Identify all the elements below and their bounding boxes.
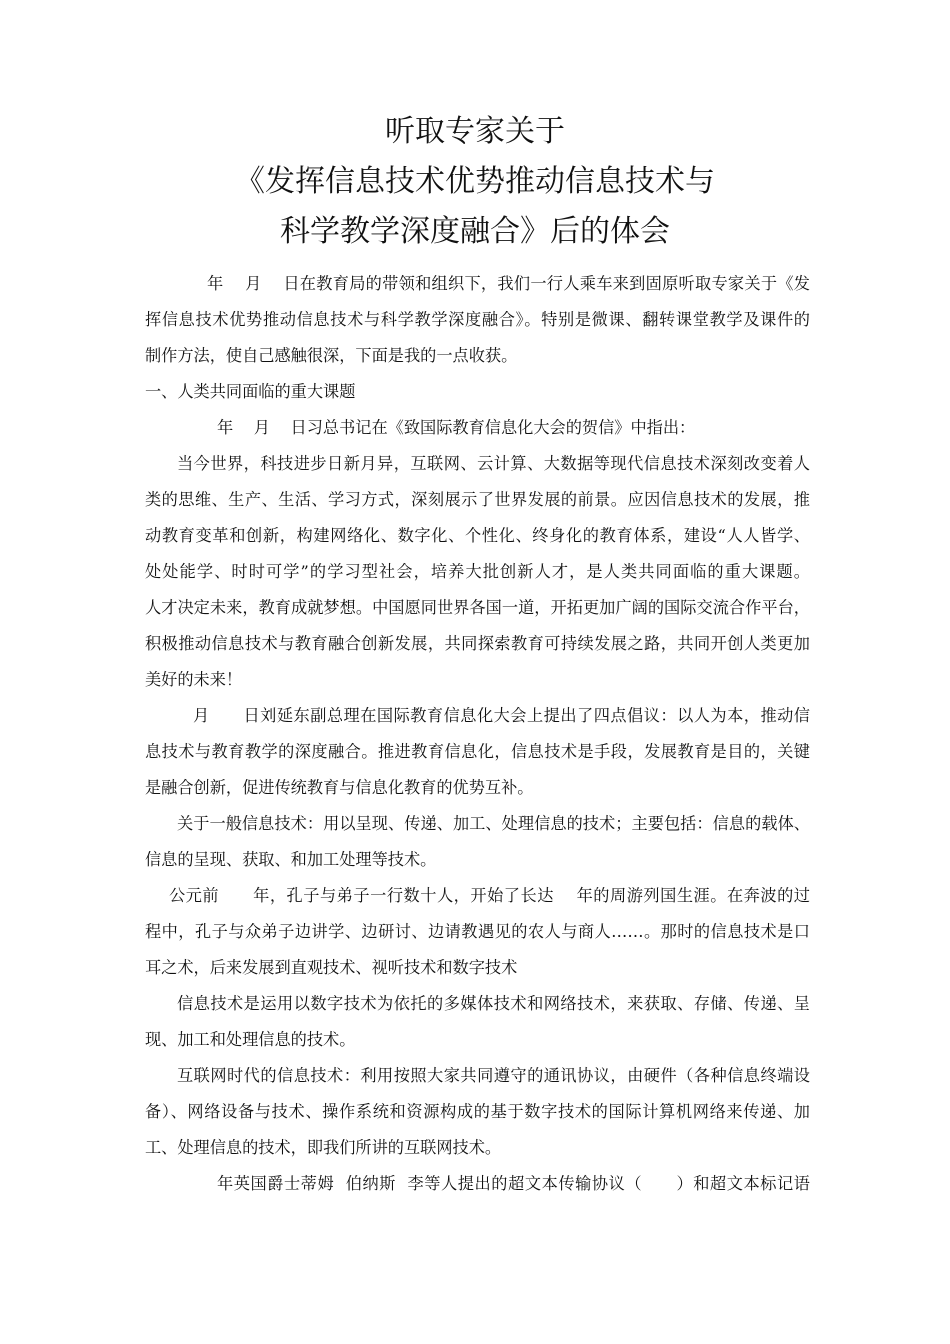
body-line: 公元前 年，孔子与弟子一行数十人，开始了长达 年的周游列国生涯。在奔波的过 [169,886,810,905]
body-line: 年 月 日在教育局的带领和组织下，我们一行人乘车来到固原听取专家关于《发 [207,274,810,293]
title-line-2: 《发挥信息技术优势推动信息技术与 [235,164,715,199]
body-line: 年英国爵士蒂姆 伯纳斯 李等人提出的超文本传输协议（ ）和超文本标记语 [217,1174,810,1193]
body-line: 挥信息技术优势推动信息技术与科学教学深度融合》。特别是微课、翻转课堂教学及课件的 [145,310,810,329]
body-line: 当今世界，科技进步日新月异，互联网、云计算、大数据等现代信息技术深刻改变着人 [177,454,810,473]
body-line: 积极推动信息技术与教育融合创新发展，共同探索教育可持续发展之路，共同开创人类更加 [145,634,810,653]
body-line: 月 日刘延东副总理在国际教育信息化大会上提出了四点倡议：以人为本，推动信 [193,706,810,725]
body-line: 动教育变革和创新，构建网络化、数字化、个性化、终身化的教育体系，建设“人人皆学、 [145,526,810,545]
body-line: 备）、网络设备与技术、操作系统和资源构成的基于数字技术的国际计算机网络来传递、加 [145,1102,810,1121]
body-line: 类的思维、生产、生活、学习方式，深刻展示了世界发展的前景。应因信息技术的发展，推 [145,490,810,509]
body-line: 息技术与教育教学的深度融合。推进教育信息化，信息技术是手段，发展教育是目的，关键 [145,742,810,761]
body-line: 现、加工和处理信息的技术。 [145,1030,356,1049]
body-line: 程中，孔子与众弟子边讲学、边研讨、边请教遇见的农人与商人……。那时的信息技术是口 [145,922,810,941]
body-line: 一、人类共同面临的重大课题 [145,382,356,401]
body-line: 处处能学、时时可学”的学习型社会，培养大批创新人才，是人类共同面临的重大课题。 [145,562,810,581]
body-line: 互联网时代的信息技术：利用按照大家共同遵守的通讯协议，由硬件（各种信息终端设 [177,1066,810,1085]
body-line: 年 月 日习总书记在《致国际教育信息化大会的贺信》中指出： [217,418,696,437]
body-line: 制作方法，使自己感触很深，下面是我的一点收获。 [145,346,518,365]
body-line: 工、处理信息的技术，即我们所讲的互联网技术。 [145,1138,502,1157]
body-line: 关于一般信息技术：用以呈现、传递、加工、处理信息的技术；主要包括：信息的载体、 [177,814,810,833]
document-body [145,266,810,1202]
body-line: 是融合创新，促进传统教育与信息化教育的优势互补。 [145,778,534,797]
body-line: 耳之术，后来发展到直观技术、视听技术和数字技术 [145,958,518,977]
body-line: 信息技术是运用以数字技术为依托的多媒体技术和网络技术，来获取、存储、传递、呈 [177,994,810,1013]
body-line: 美好的未来！ [145,670,243,689]
body-line: 人才决定未来，教育成就梦想。中国愿同世界各国一道，开拓更加广阔的国际交流合作平台， [145,598,810,617]
title-line-3: 科学教学深度融合》后的体会 [280,214,670,249]
title-line-1: 听取专家关于 [385,114,565,149]
body-line: 信息的呈现、获取、和加工处理等技术。 [145,850,437,869]
